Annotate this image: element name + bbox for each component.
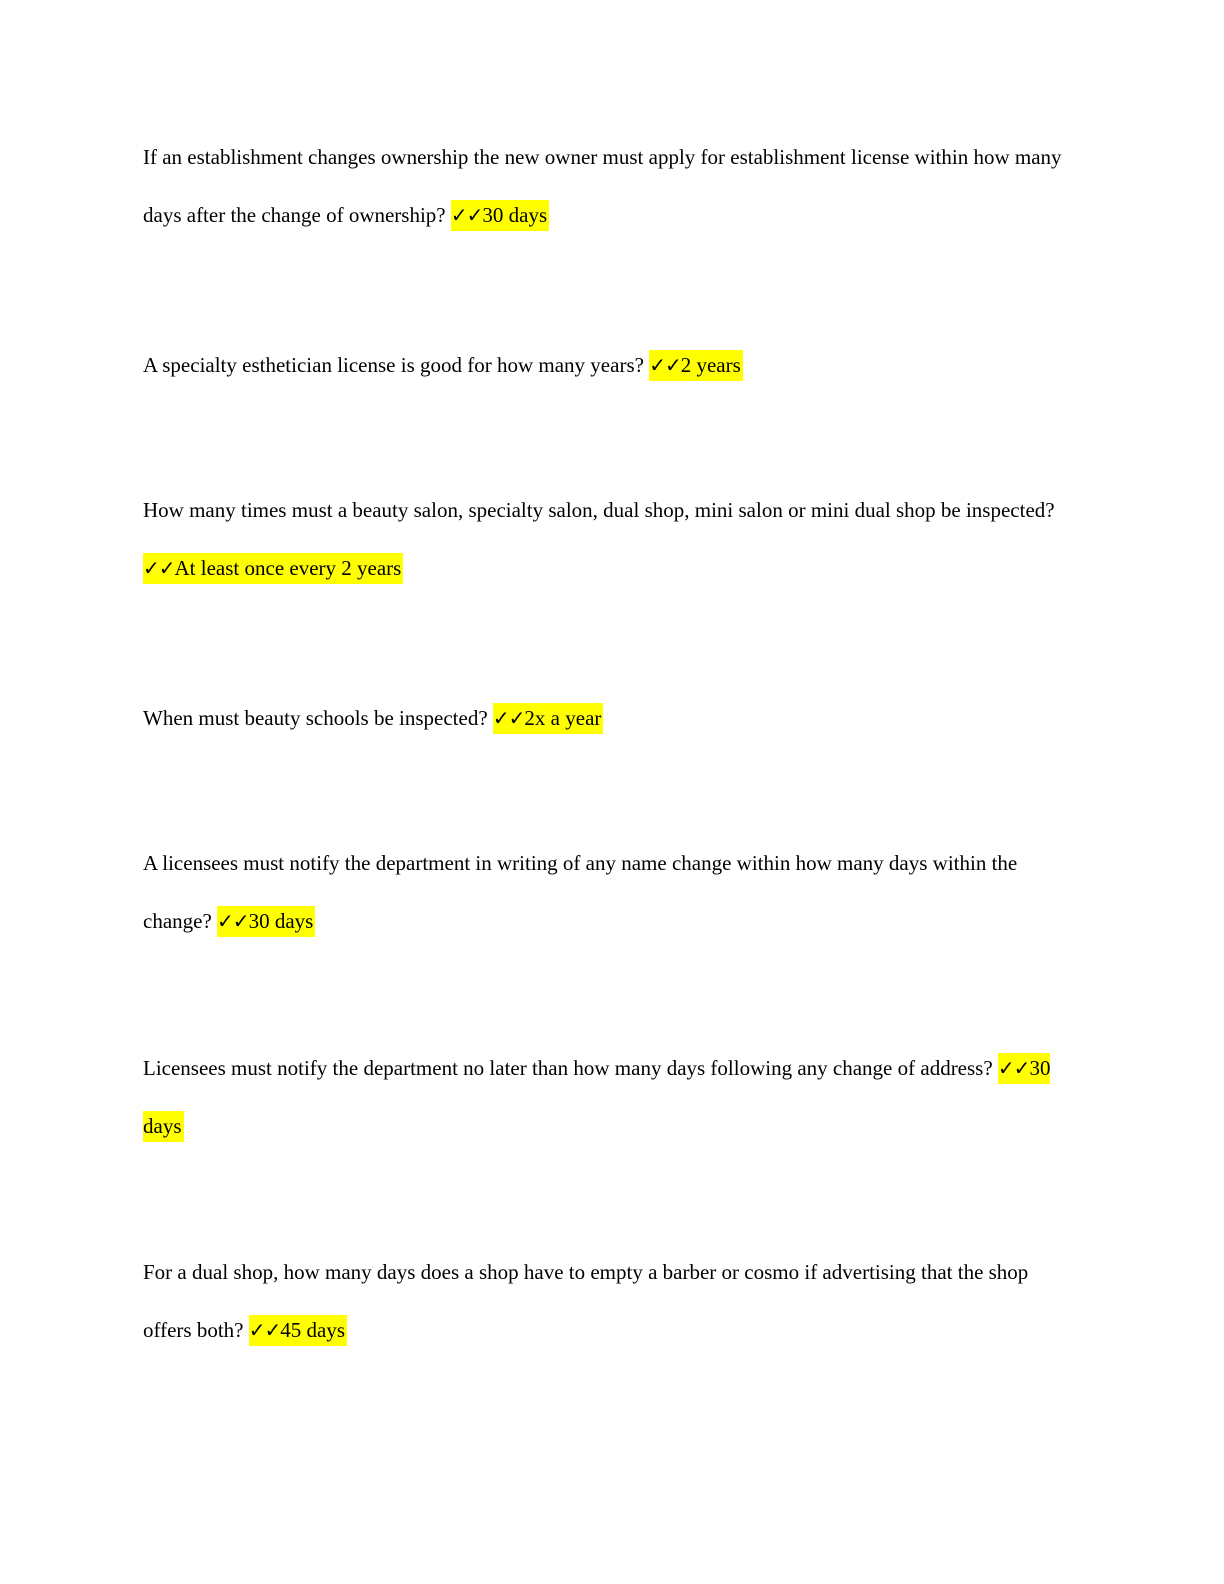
answer-text: 2 years [680,353,741,377]
qa-item [143,481,1078,597]
double-checkmark-icon: ✓✓ [997,1056,1030,1080]
question-text: A specialty esthetician license is good for how many years? [143,353,644,377]
answer-highlight [649,350,743,381]
answer-highlight [249,1315,347,1346]
answer-text: 2x a year [524,706,602,730]
answer-highlight [451,200,549,231]
double-checkmark-icon: ✓✓ [450,203,483,227]
question-text: If an establishment changes ownership the new owner must apply for establishment license within how many days after the change of ownership? [143,145,1062,227]
answer-text: 45 days [280,1318,346,1342]
question-text: How many times must a beauty salon, specialty salon, dual shop, mini salon or mini dual shop be inspected? [143,498,1055,522]
qa-item [143,1243,1078,1359]
answer-highlight [217,906,315,937]
qa-item [143,1039,1078,1155]
answer-text: 30 days [143,1056,1051,1138]
double-checkmark-icon: ✓✓ [649,353,681,377]
qa-item [143,834,1078,950]
question-text: For a dual shop, how many days does a shop have to empty a barber or cosmo if advertising that the shop offers both? [143,1260,1029,1342]
answer-text: 30 days [482,203,548,227]
double-checkmark-icon: ✓✓ [217,909,249,933]
answer-text: At least once every 2 years [174,556,402,580]
question-text: Licensees must notify the department no later than how many days following any change of address? [143,1056,993,1080]
qa-item [143,128,1078,244]
double-checkmark-icon: ✓✓ [143,556,175,580]
question-text: When must beauty schools be inspected? [143,706,488,730]
double-checkmark-icon: ✓✓ [248,1318,281,1342]
answer-text: 30 days [248,909,314,933]
answer-highlight [143,553,403,584]
qa-item [143,689,1078,747]
answer-highlight [493,703,603,734]
question-text: A licensees must notify the department in writing of any name change within how many days within the change? [143,851,1018,933]
qa-item [143,336,1078,394]
double-checkmark-icon: ✓✓ [492,706,525,730]
